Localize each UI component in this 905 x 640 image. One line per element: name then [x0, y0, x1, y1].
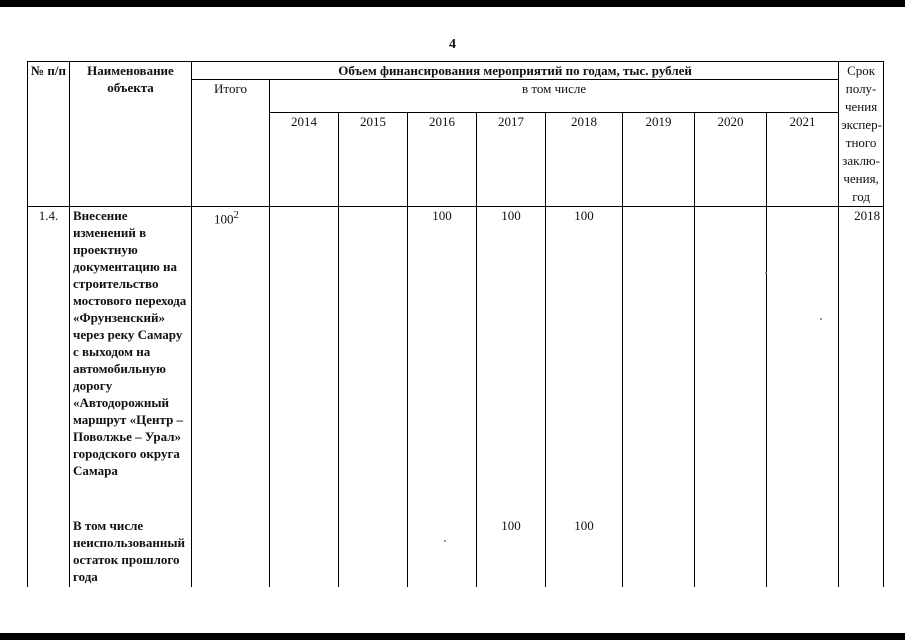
- row-term: 2018: [839, 207, 884, 518]
- table-row: [28, 517, 884, 587]
- header-name: Наименование объекта: [70, 62, 192, 207]
- row-value: [767, 207, 839, 518]
- row-value: [767, 517, 839, 587]
- row-total: [192, 517, 270, 587]
- header-term-line: экспер-: [841, 117, 882, 132]
- header-year: 2014: [270, 113, 339, 207]
- scan-speck: [765, 272, 767, 274]
- row-value: [339, 517, 408, 587]
- row-total: [192, 207, 270, 518]
- header-including: в том числе: [270, 80, 839, 113]
- header-term-line: тного: [845, 135, 877, 150]
- header-term-line: чения: [844, 99, 878, 114]
- row-value: 100: [477, 207, 546, 518]
- header-term: [839, 62, 884, 207]
- bottom-border-rule: [0, 633, 905, 640]
- financing-table: [27, 61, 884, 587]
- row-total-value: 100: [214, 211, 234, 227]
- header-volume: Объем финансирования мероприятий по годам, тыс. рублей: [192, 62, 839, 80]
- row-value: 100: [408, 207, 477, 518]
- row-value: 100: [546, 207, 623, 518]
- scan-speck: [444, 540, 446, 542]
- header-year: 2016: [408, 113, 477, 207]
- row-value: [408, 517, 477, 587]
- row-value: [623, 517, 695, 587]
- row-name: Внесение изменений в проектную документацию на строительство мостового перехода «Фрунзенский» через реку Самару с выходом на автомобильную дорогу «Автодорожный маршрут «Центр – Поволжье – Урал» городского округа Самара: [70, 207, 192, 518]
- header-term-line: год: [852, 189, 870, 204]
- header-year: 2020: [695, 113, 767, 207]
- row-value: [623, 207, 695, 518]
- row-term: [839, 517, 884, 587]
- row-value: [695, 207, 767, 518]
- header-term-line: Срок: [847, 63, 876, 78]
- row-number: 1.4.: [28, 207, 70, 518]
- header-term-line: полу-: [845, 81, 877, 96]
- header-year: 2017: [477, 113, 546, 207]
- scan-speck: [820, 318, 822, 320]
- header-total: Итого: [192, 80, 270, 207]
- top-border-rule: [0, 0, 905, 7]
- header-term-line: заклю-: [842, 153, 880, 168]
- row-name: В том числе неиспользованный остаток прошлого года: [70, 517, 192, 587]
- row-value: [695, 517, 767, 587]
- header-year: 2018: [546, 113, 623, 207]
- header-term-line: чения,: [843, 171, 879, 186]
- page-number: 4: [449, 37, 456, 52]
- header-year: 2021: [767, 113, 839, 207]
- header-year: 2019: [623, 113, 695, 207]
- header-number: № п/п: [28, 62, 70, 207]
- row-number: [28, 517, 70, 587]
- header-year: 2015: [339, 113, 408, 207]
- footnote-mark: 2: [233, 209, 239, 221]
- table-row: [28, 207, 884, 518]
- row-value: 100: [546, 517, 623, 587]
- row-value: [270, 207, 339, 518]
- row-value: [270, 517, 339, 587]
- row-value: 100: [477, 517, 546, 587]
- row-value: [339, 207, 408, 518]
